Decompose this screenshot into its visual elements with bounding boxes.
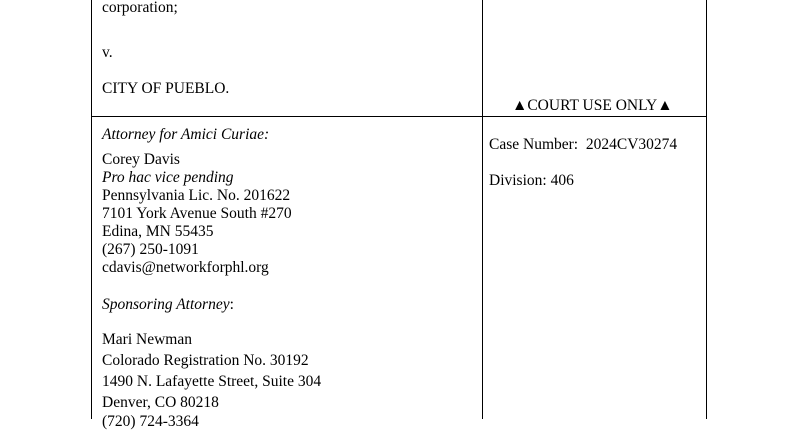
right-border (706, 0, 707, 419)
attorney-name: Corey Davis (102, 151, 180, 168)
attorney-heading: Attorney for Amici Curiae: (102, 126, 270, 143)
column-divider (482, 0, 483, 419)
left-border (91, 0, 92, 419)
sponsoring-phone-partial: (720) 724-3364 (102, 413, 199, 430)
sponsoring-name: Mari Newman (102, 331, 192, 348)
attorney-license: Pennsylvania Lic. No. 201622 (102, 187, 291, 204)
party-line-end: corporation; (102, 0, 178, 16)
sponsoring-heading-colon: : (229, 296, 234, 313)
case-number (489, 136, 677, 154)
court-use-only-label: ▲COURT USE ONLY▲ (512, 97, 673, 114)
attorney-phone: (267) 250-1091 (102, 241, 199, 258)
sponsoring-heading-label: Sponsoring Attorney (102, 296, 230, 313)
row-divider (91, 116, 707, 117)
case-number-value: 2024CV30274 (585, 136, 678, 153)
defendant-name: CITY OF PUEBLO. (102, 80, 230, 97)
attorney-address-line1: 7101 York Avenue South #270 (102, 205, 292, 222)
sponsoring-address-line1: 1490 N. Lafayette Street, Suite 304 (102, 373, 322, 390)
sponsoring-heading (102, 296, 234, 314)
attorney-status: Pro hac vice pending (102, 169, 234, 186)
case-number-label: Case Number: (489, 136, 579, 153)
division-value: 406 (550, 172, 574, 189)
attorney-email: cdavis@networkforphl.org (102, 259, 269, 276)
division-label: Division: (489, 172, 547, 189)
sponsoring-address-line2: Denver, CO 80218 (102, 394, 219, 411)
attorney-address-line2: Edina, MN 55435 (102, 223, 214, 240)
sponsoring-registration: Colorado Registration No. 30192 (102, 352, 309, 369)
versus: v. (102, 44, 113, 61)
division (489, 172, 574, 190)
